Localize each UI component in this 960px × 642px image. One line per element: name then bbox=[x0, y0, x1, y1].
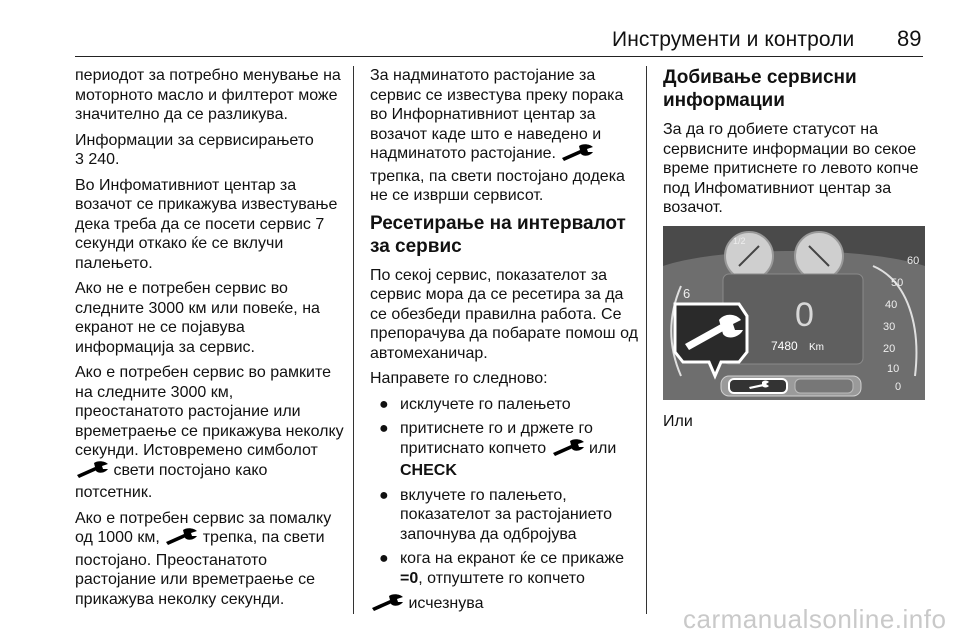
list-item bbox=[370, 549, 640, 588]
bullet: ● bbox=[379, 550, 389, 567]
instrument-cluster-figure bbox=[663, 226, 925, 400]
paragraph: Ако не е потребен сервис во следните 3000 км или повеќе, на екранот не се појавува информација за сервис. bbox=[75, 280, 320, 356]
paragraph-text: трепка, па свети постојано додека не се изврши сервисот. bbox=[370, 167, 625, 204]
paragraph: Направете го следново: bbox=[370, 370, 548, 387]
paragraph bbox=[75, 363, 345, 503]
wrench-icon bbox=[560, 144, 594, 167]
bullet: ● bbox=[379, 420, 389, 437]
paragraph-text: Информации за сервисирањето bbox=[75, 131, 314, 149]
column-1 bbox=[75, 66, 345, 615]
header-title: Инструменти и контроли bbox=[612, 28, 855, 51]
figure-speed-display: 0 bbox=[795, 295, 814, 334]
tick-label: 1/2 bbox=[733, 235, 746, 246]
page-reference-link[interactable]: 3 240. bbox=[75, 151, 120, 168]
paragraph-text: Ако е потребен сервис за помалку од 1000 км, bbox=[75, 509, 332, 546]
figure-odometer: 7480 bbox=[771, 338, 798, 353]
paragraph: Во Инфомативниот центар за возачот се прикажува известување дека треба да се посети сервис 7 секунди откако ќе се вклучи палењето. bbox=[75, 176, 338, 272]
list-item-text: или bbox=[589, 439, 617, 457]
paragraph bbox=[75, 131, 345, 170]
tick-label: 40 bbox=[885, 298, 898, 311]
zero-value: =0 bbox=[400, 569, 419, 587]
tick-label: 0 bbox=[895, 380, 902, 393]
paragraph-text: За надминатото растојание за сервис се известува преку порака во Инфорнативниот центар за возачот каде што е наведено и надминатото растојание. bbox=[370, 67, 624, 162]
list-item bbox=[370, 486, 640, 545]
wrench-icon bbox=[164, 528, 198, 551]
bullet: ● bbox=[379, 395, 389, 413]
figure-odometer-unit: Km bbox=[809, 341, 824, 353]
tick-label: 20 bbox=[883, 342, 896, 355]
paragraph bbox=[75, 509, 345, 610]
paragraph-text: исчезнува bbox=[408, 595, 484, 612]
watermark: carmanualsonline.info bbox=[683, 604, 947, 634]
paragraph-text: трепка, па свети постојано. Преостанатото растојание или времетраење се прикажува неколку секунди. bbox=[75, 529, 325, 608]
column-2 bbox=[370, 66, 640, 623]
tick-label: 6 bbox=[683, 285, 691, 301]
paragraph bbox=[370, 66, 640, 206]
header-rule bbox=[75, 56, 923, 57]
paragraph: Или bbox=[663, 412, 693, 430]
list-item bbox=[370, 395, 640, 415]
tick-label: 10 bbox=[887, 362, 900, 375]
wrench-icon bbox=[551, 439, 585, 462]
list-item bbox=[370, 419, 640, 481]
section-heading: Добивање сервисни информации bbox=[663, 67, 857, 111]
paragraph-text: Ако е потребен сервис во рамките на следните 3000 км, преостанатото растојание или времетраење се прикажува неколку секунди. Истовремено симболот bbox=[75, 364, 344, 459]
page-number: 89 bbox=[897, 26, 922, 51]
instrument-cluster-illustration bbox=[663, 226, 925, 400]
tick-label: 60 bbox=[907, 254, 920, 267]
steps-list bbox=[370, 395, 640, 589]
column-divider bbox=[353, 66, 354, 614]
list-item-text: вклучете го палењето, показателот за растојанието започнува да одбројува bbox=[400, 486, 613, 543]
paragraph: периодот за потребно менување на моторното масло и филтерот може значително да се разликува. bbox=[75, 67, 341, 123]
column-3 bbox=[663, 66, 933, 437]
paragraph bbox=[370, 594, 640, 617]
paragraph: По секој сервис, показателот за сервис мора да се ресетира за да се обезбеди правилна работа. Се препорачува да побарате помош од автомеханичар. bbox=[370, 266, 638, 362]
paragraph: За да го добиете статусот на сервисните информации во секое време притиснете го левото копче под Инфомативниот центар за возачот. bbox=[663, 121, 919, 216]
check-button-label: CHECK bbox=[400, 462, 457, 479]
wrench-icon bbox=[75, 461, 109, 484]
tick-label: 50 bbox=[891, 276, 904, 289]
list-item-text: исклучете го палењето bbox=[400, 395, 571, 413]
list-item-text: притиснете го и држете го притиснато копчето bbox=[400, 420, 593, 457]
wrench-icon bbox=[370, 594, 404, 617]
tick-label: 30 bbox=[883, 320, 896, 333]
paragraph-text: свети постојано како потсетник. bbox=[75, 461, 268, 501]
list-item-text: , отпуштете го копчето bbox=[418, 569, 585, 587]
list-item-text: кога на екранот ќе се прикаже bbox=[400, 550, 624, 567]
section-heading: Ресетирање на интервалот за сервис bbox=[370, 212, 626, 257]
bullet: ● bbox=[379, 486, 389, 504]
column-divider bbox=[646, 66, 647, 614]
